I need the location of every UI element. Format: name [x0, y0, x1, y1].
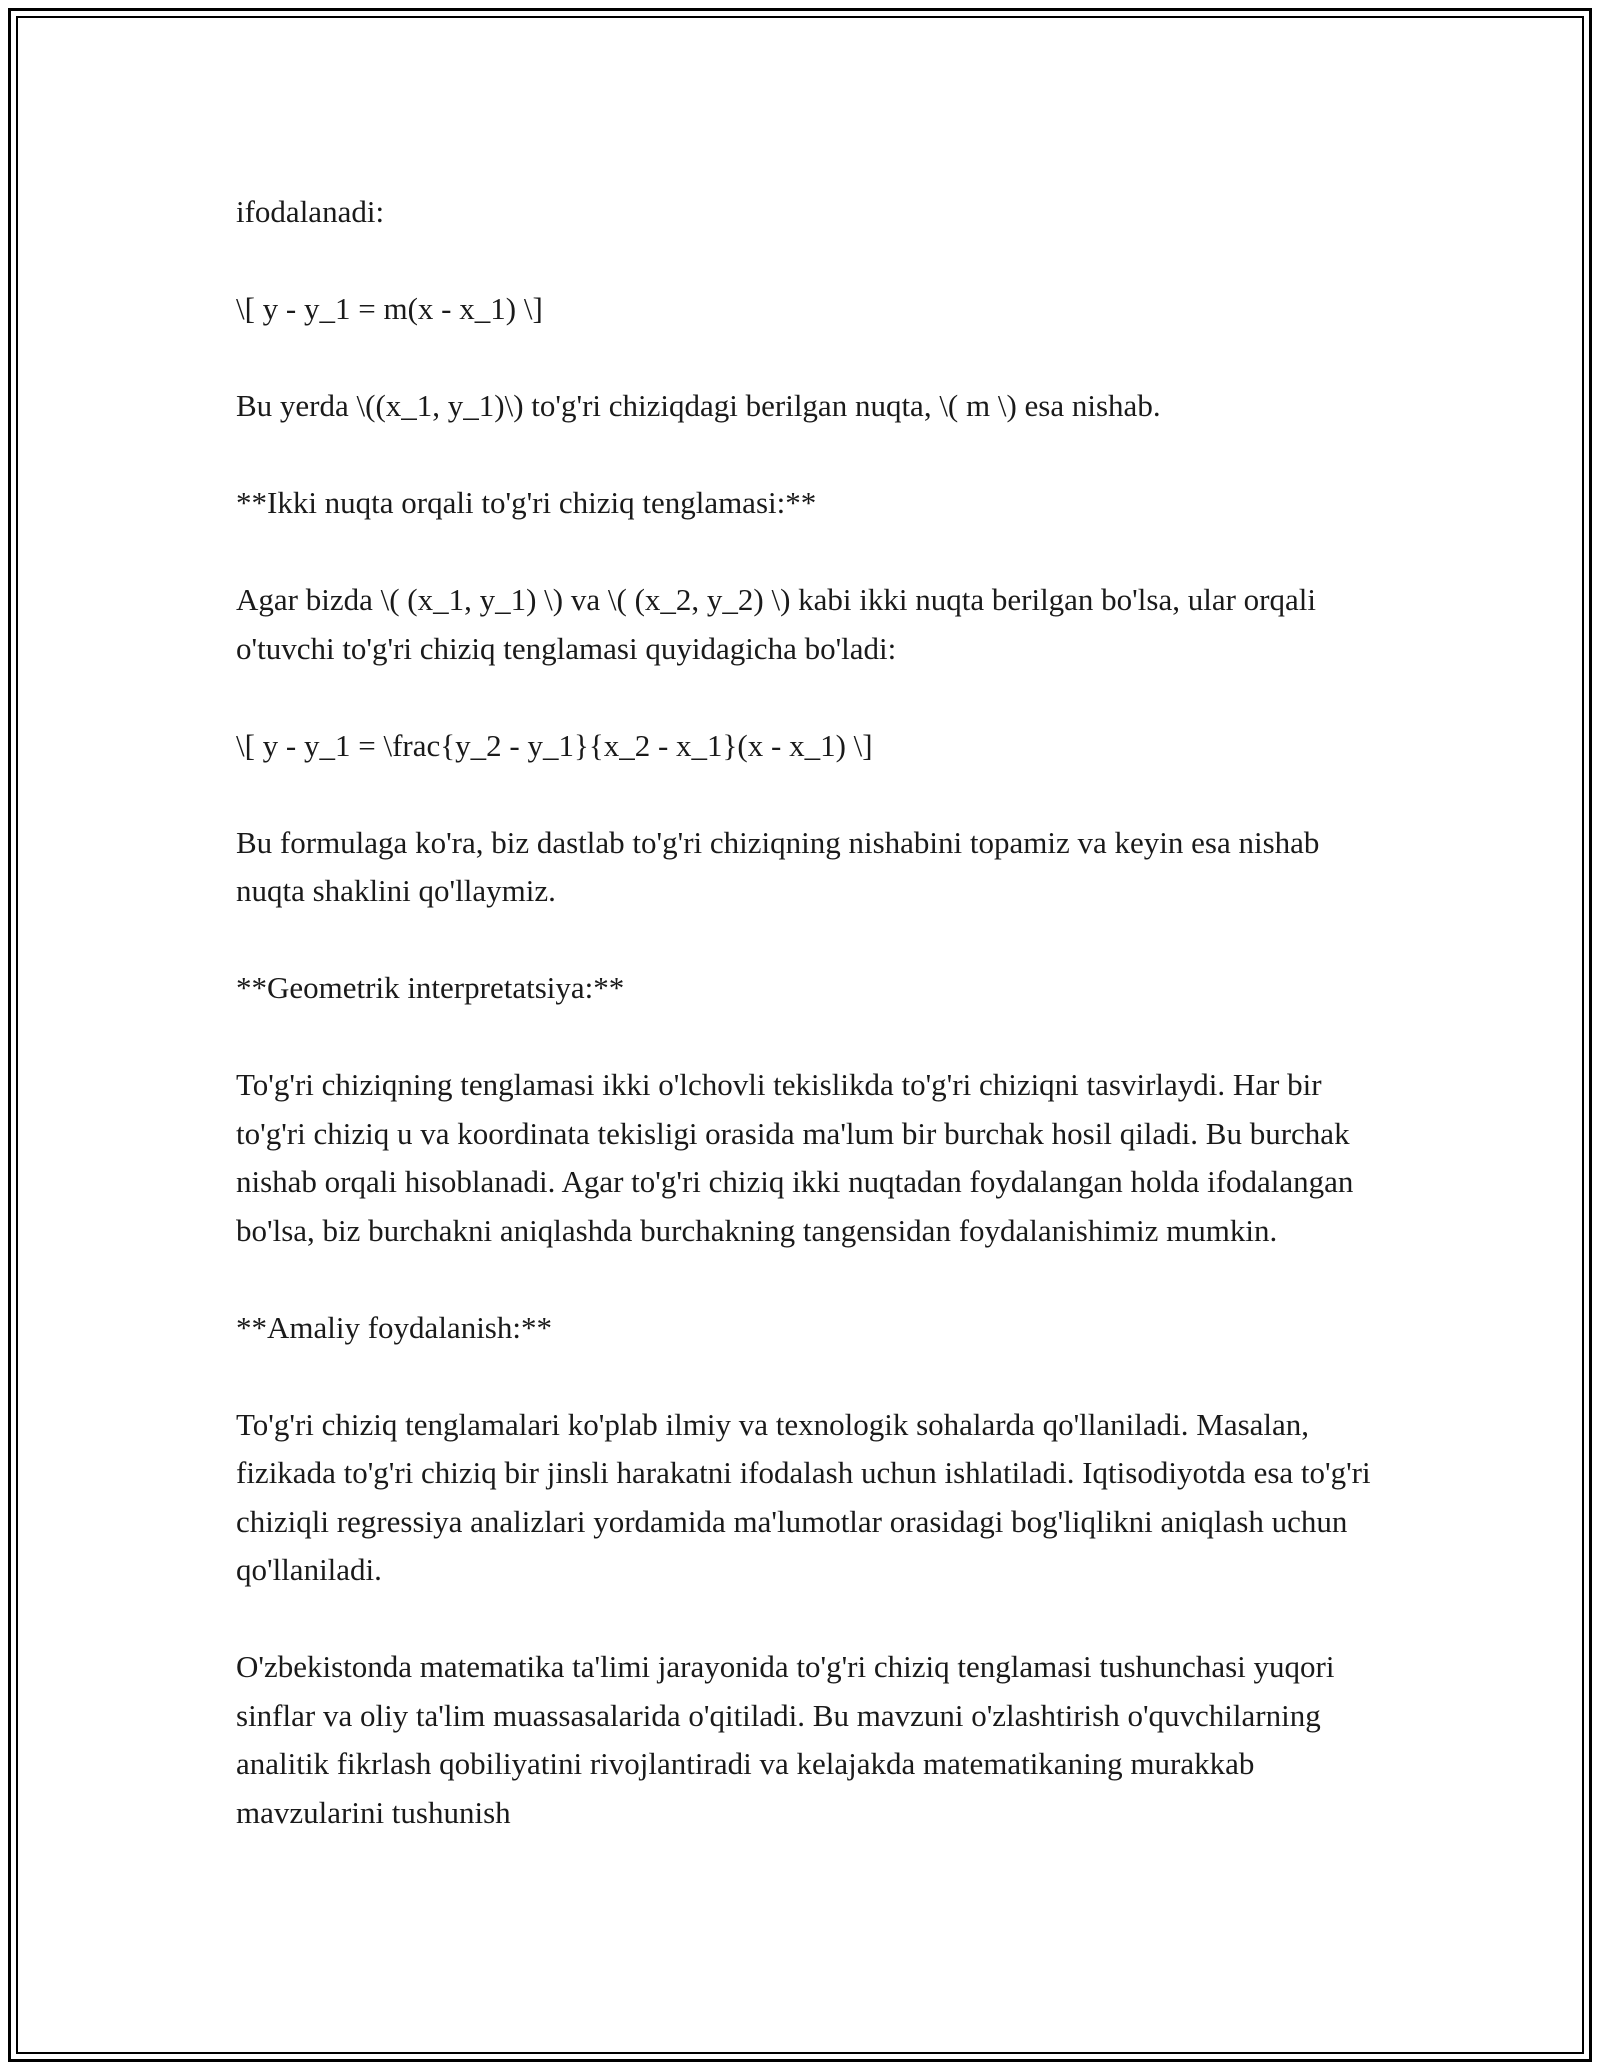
paragraph: Bu yerda \((x_1, y_1)\) to'g'ri chiziqdagi berilgan nuqta, \( m \) esa nishab. [236, 388, 1161, 423]
paragraph: To'g'ri chiziq tenglamalari ko'plab ilmiy va texnologik sohalarda qo'llaniladi. Masalan, fizikada to'g'ri chiziq bir jinsli harakatni ifodalash uchun ishlatiladi. Iqtisodiyotda esa to'g'ri chiziqli regressiya analizlari yordamida ma'lumotlar orasidagi bog'liqlikni aniqlash uchun qo'llaniladi. [236, 1406, 1379, 1587]
document-body [236, 188, 1386, 1886]
formula: \[ y - y_1 = m(x - x_1) \] [236, 291, 543, 326]
section-heading: **Geometrik interpretatsiya:** [236, 970, 625, 1005]
paragraph: To'g'ri chiziqning tenglamasi ikki o'lchovli tekislikda to'g'ri chiziqni tasvirlaydi. Har bir to'g'ri chiziq u va koordinata tekisligi orasida ma'lum bir burchak hosil qiladi. Bu burchak nishab orqali hisoblanadi. Agar to'g'ri chiziq ikki nuqtadan foydalangan holda ifodalangan bo'lsa, biz burchakni aniqlashda burchakning tangensidan foydalanishimiz mumkin. [236, 1067, 1362, 1248]
section-heading: **Amaliy foydalanish:** [236, 1309, 552, 1345]
paragraph: ifodalanadi: [236, 194, 385, 229]
formula: \[ y - y_1 = \frac{y_2 - y_1}{x_2 - x_1}(x - x_1) \] [236, 727, 873, 763]
paragraph: O'zbekistonda matematika ta'limi jarayonida to'g'ri chiziq tenglamasi tushunchasi yuqori sinflar va oliy ta'lim muassasalarida o'qitiladi. Bu mavzuni o'zlashtirish o'quvchilarning analitik fikrlash qobiliyatini rivojlantiradi va kelajakda matematikaning murakkab mavzularini tushunish [236, 1649, 1343, 1830]
paragraph: Bu formulaga ko'ra, biz dastlab to'g'ri chiziqning nishabini topamiz va keyin esa nishab nuqta shaklini qo'llaymiz. [236, 824, 1328, 908]
section-heading: **Ikki nuqta orqali to'g'ri chiziq tenglamasi:** [236, 485, 817, 520]
paragraph: Agar bizda \( (x_1, y_1) \) va \( (x_2, y_2) \) kabi ikki nuqta berilgan bo'lsa, ular orqali o'tuvchi to'g'ri chiziq tenglamasi quyidagicha bo'ladi: [236, 582, 1324, 666]
